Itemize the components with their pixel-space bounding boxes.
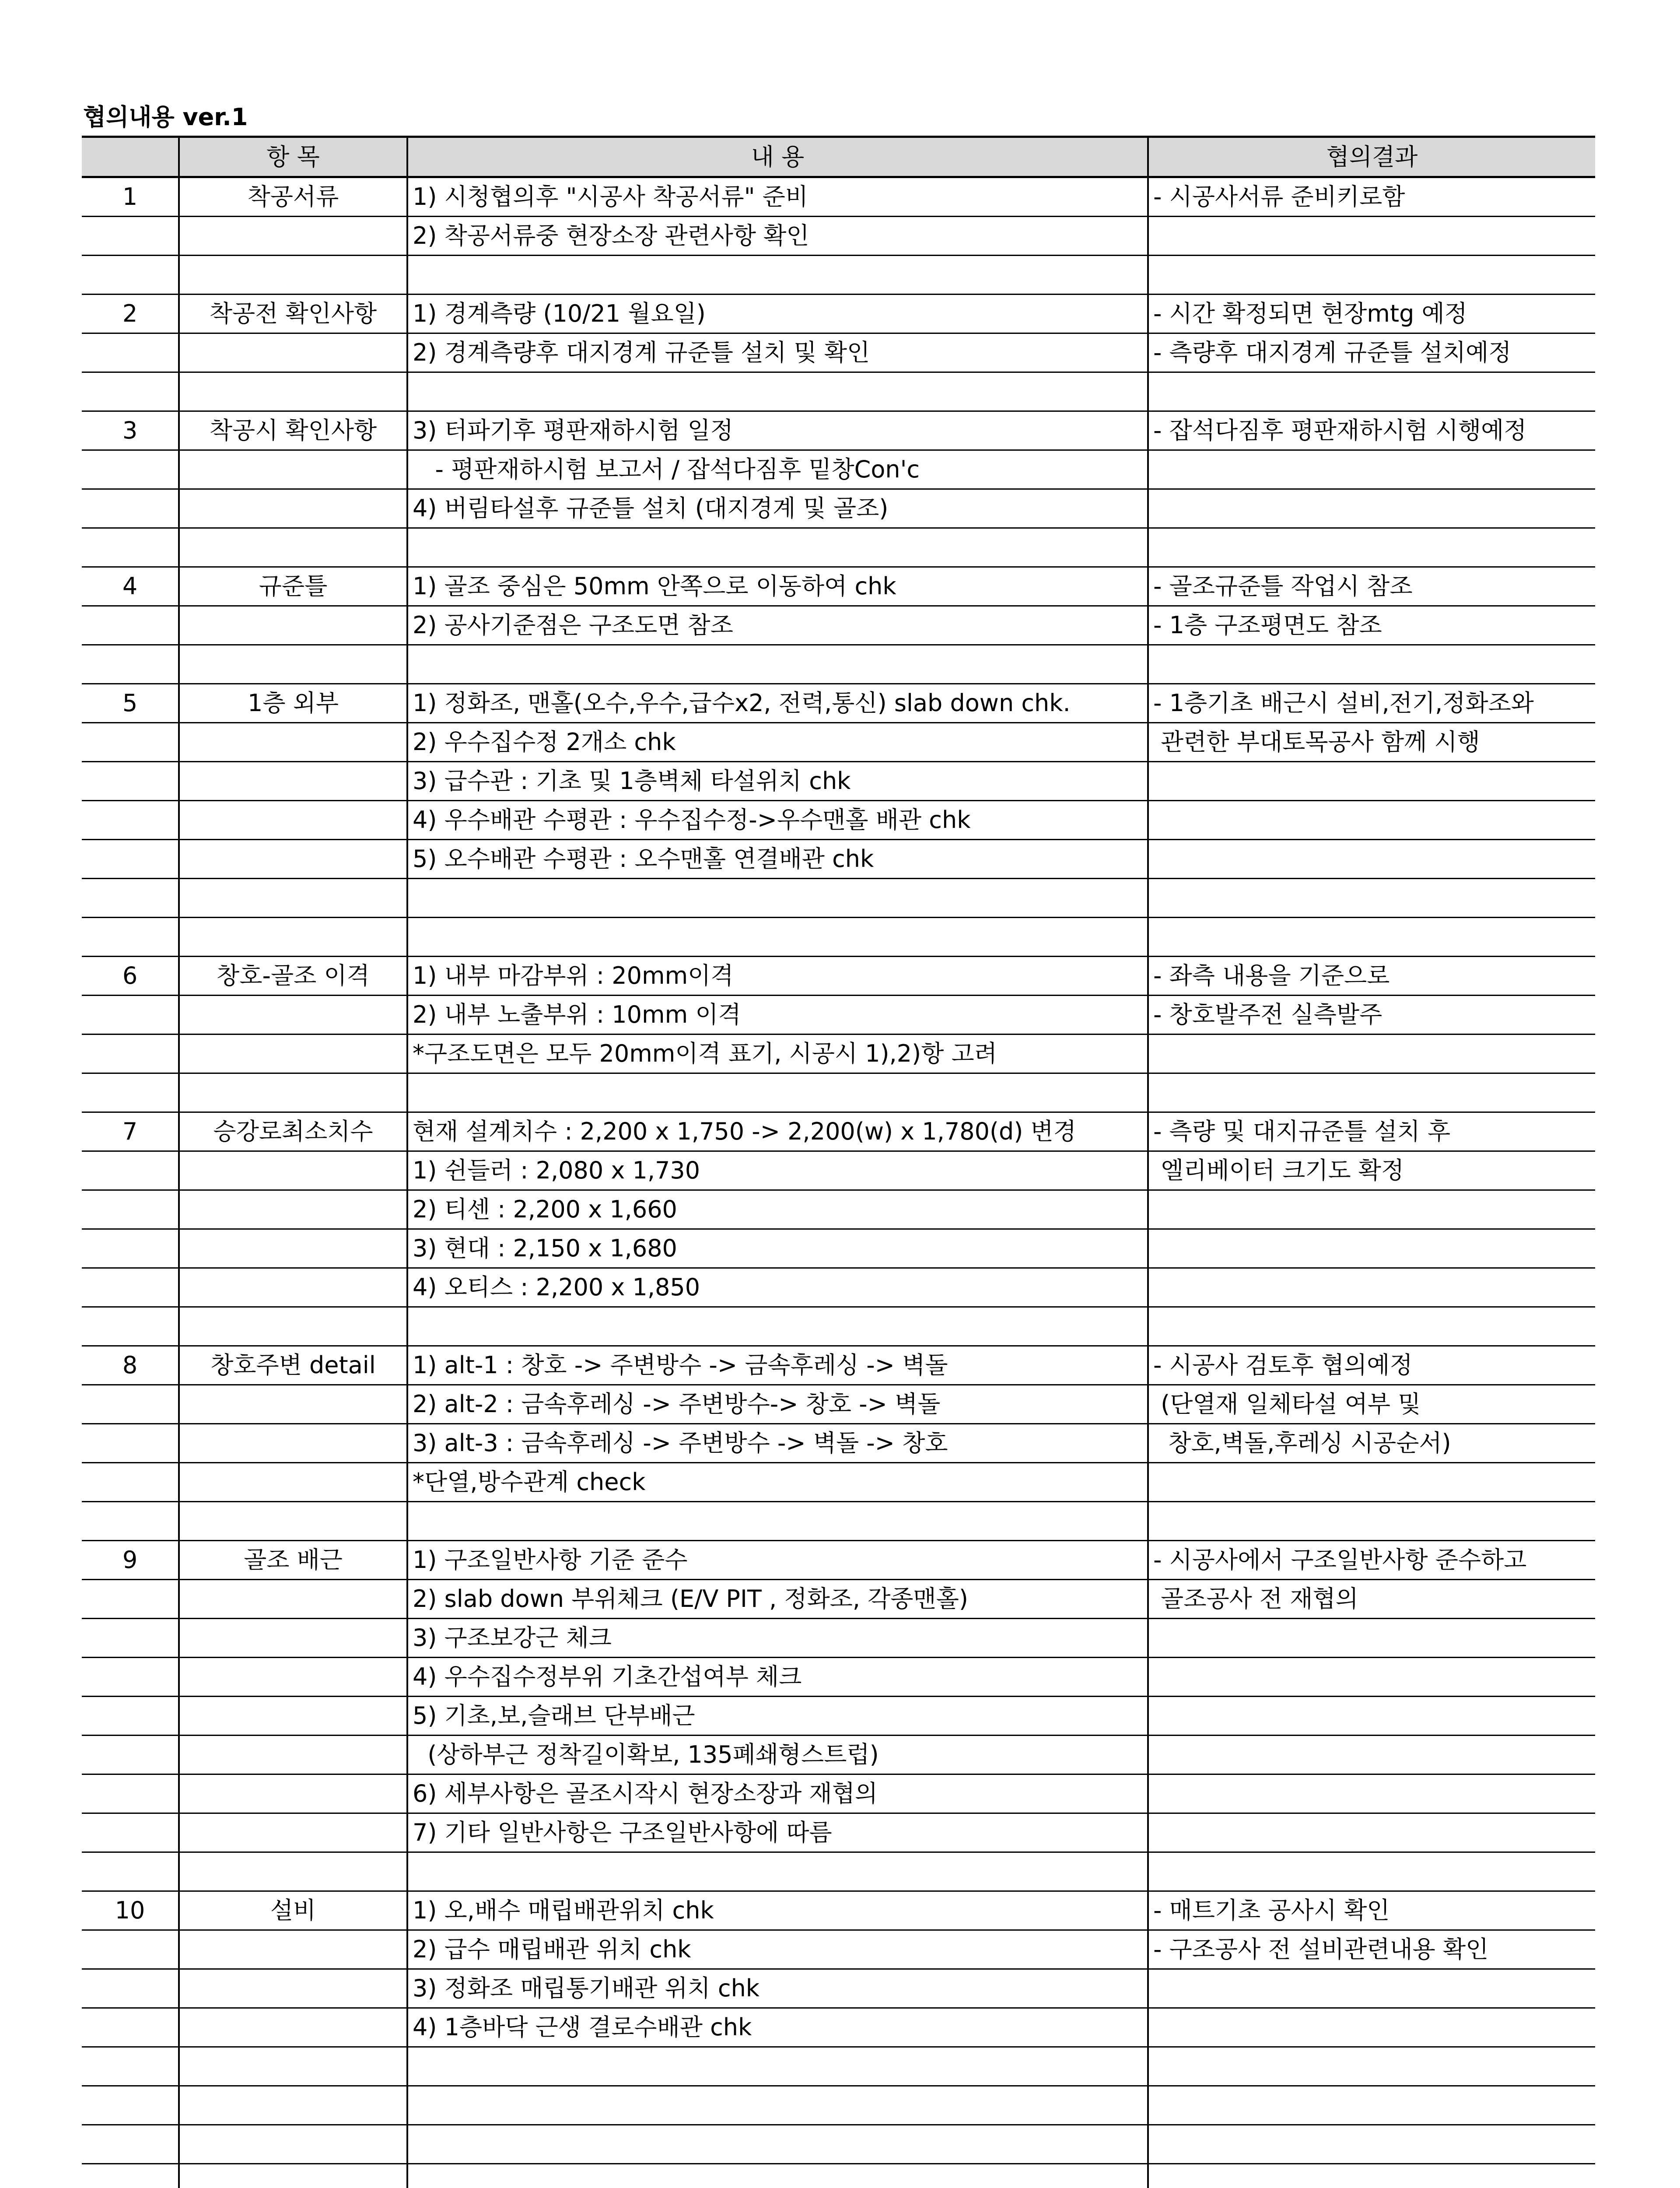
cell-content (407, 1073, 1148, 1112)
table-row (82, 1190, 1595, 1229)
cell-item: 착공시 확인사항 (179, 411, 407, 450)
table-row (82, 217, 1595, 256)
table-row (82, 684, 1595, 723)
cell-item (179, 333, 407, 372)
cell-no (82, 879, 179, 918)
cell-item (179, 2047, 407, 2086)
cell-content: 5) 기초,보,슬래브 단부배근 (407, 1697, 1148, 1736)
table-row (82, 333, 1595, 372)
cell-no (82, 1658, 179, 1697)
cell-result: - 1층 구조평면도 참조 (1148, 606, 1595, 645)
cell-no (82, 1034, 179, 1073)
cell-no (82, 1852, 179, 1891)
table-row (82, 1852, 1595, 1891)
cell-content: 4) 우수배관 수평관 : 우수집수정->우수맨홀 배관 chk (407, 801, 1148, 840)
cell-result: 골조공사 전 재협의 (1148, 1580, 1595, 1619)
table-row (82, 1502, 1595, 1541)
cell-no (82, 1969, 179, 2008)
cell-no: 4 (82, 567, 179, 606)
cell-item (179, 1502, 407, 1541)
cell-content: 2) 급수 매립배관 위치 chk (407, 1930, 1148, 1969)
cell-item (179, 879, 407, 918)
cell-no (82, 2008, 179, 2047)
cell-result (1148, 528, 1595, 567)
cell-item (179, 1151, 407, 1190)
table-row (82, 879, 1595, 918)
cell-result (1148, 879, 1595, 918)
cell-result (1148, 1969, 1595, 2008)
cell-result (1148, 840, 1595, 879)
cell-no (82, 528, 179, 567)
cell-content: 4) 1층바닥 근생 결로수배관 chk (407, 2008, 1148, 2047)
table-row (82, 2086, 1595, 2125)
table-row (82, 645, 1595, 684)
cell-no (82, 1502, 179, 1541)
cell-content: - 평판재하시험 보고서 / 잡석다짐후 밑창Con'c (407, 450, 1148, 489)
table-row (82, 1736, 1595, 1774)
cell-item (179, 723, 407, 762)
table-row (82, 996, 1595, 1034)
cell-no (82, 723, 179, 762)
cell-item (179, 217, 407, 256)
cell-item (179, 1034, 407, 1073)
cell-no (82, 1073, 179, 1112)
cell-no (82, 372, 179, 411)
table-row (82, 2008, 1595, 2047)
table-row (82, 918, 1595, 957)
cell-no (82, 450, 179, 489)
cell-content: 2) 경계측량후 대지경계 규준틀 설치 및 확인 (407, 333, 1148, 372)
header-content: 내 용 (407, 137, 1148, 177)
cell-no (82, 1268, 179, 1307)
cell-item (179, 1774, 407, 1813)
table-row (82, 372, 1595, 411)
cell-content: *단열,방수관계 check (407, 1463, 1148, 1502)
cell-content: 4) 오티스 : 2,200 x 1,850 (407, 1268, 1148, 1307)
cell-content: 3) alt-3 : 금속후레싱 -> 주변방수 -> 벽돌 -> 창호 (407, 1424, 1148, 1463)
cell-content: 7) 기타 일반사항은 구조일반사항에 따름 (407, 1813, 1148, 1852)
cell-item (179, 2086, 407, 2125)
cell-item (179, 1736, 407, 1774)
cell-result (1148, 1658, 1595, 1697)
table-row (82, 1112, 1595, 1151)
table-row (82, 762, 1595, 801)
cell-content (407, 2164, 1148, 2188)
cell-item (179, 1930, 407, 1969)
cell-result: 관련한 부대토목공사 함께 시행 (1148, 723, 1595, 762)
cell-result: - 잡석다짐후 평판재하시험 시행예정 (1148, 411, 1595, 450)
cell-result: - 1층기초 배근시 설비,전기,정화조와 (1148, 684, 1595, 723)
cell-result (1148, 1619, 1595, 1658)
cell-no (82, 1424, 179, 1463)
cell-content: 1) 오,배수 매립배관위치 chk (407, 1891, 1148, 1930)
cell-content: 3) 구조보강근 체크 (407, 1619, 1148, 1658)
cell-content: 1) 정화조, 맨홀(오수,우수,급수x2, 전력,통신) slab down chk. (407, 684, 1148, 723)
cell-item (179, 450, 407, 489)
header-item: 항 목 (179, 137, 407, 177)
table-row (82, 567, 1595, 606)
cell-result (1148, 2086, 1595, 2125)
cell-result: - 시간 확정되면 현장mtg 예정 (1148, 295, 1595, 333)
cell-content: 2) alt-2 : 금속후레싱 -> 주변방수-> 창호 -> 벽돌 (407, 1385, 1148, 1424)
table-row (82, 1930, 1595, 1969)
table-row (82, 177, 1595, 217)
cell-result: - 시공사에서 구조일반사항 준수하고 (1148, 1541, 1595, 1580)
cell-content: 3) 급수관 : 기초 및 1층벽체 타설위치 chk (407, 762, 1148, 801)
cell-item (179, 1619, 407, 1658)
table-row (82, 2047, 1595, 2086)
cell-no: 6 (82, 957, 179, 996)
cell-content: 3) 터파기후 평판재하시험 일정 (407, 411, 1148, 450)
table-row (82, 1891, 1595, 1930)
cell-item (179, 1658, 407, 1697)
cell-item (179, 1190, 407, 1229)
cell-content: 4) 버림타설후 규준틀 설치 (대지경계 및 골조) (407, 489, 1148, 528)
table-row (82, 256, 1595, 295)
cell-no (82, 1774, 179, 1813)
cell-result (1148, 2125, 1595, 2164)
cell-content: 1) 구조일반사항 기준 준수 (407, 1541, 1148, 1580)
cell-no (82, 256, 179, 295)
cell-content: 5) 오수배관 수평관 : 오수맨홀 연결배관 chk (407, 840, 1148, 879)
header-result: 협의결과 (1148, 137, 1595, 177)
table-row (82, 957, 1595, 996)
cell-no (82, 762, 179, 801)
cell-content: (상하부근 정착길이확보, 135폐쇄형스트럽) (407, 1736, 1148, 1774)
cell-item (179, 2125, 407, 2164)
cell-no (82, 996, 179, 1034)
cell-item: 창호-골조 이격 (179, 957, 407, 996)
cell-content: *구조도면은 모두 20mm이격 표기, 시공시 1),2)항 고려 (407, 1034, 1148, 1073)
cell-result: - 시공사 검토후 협의예정 (1148, 1346, 1595, 1385)
cell-item (179, 1229, 407, 1268)
cell-no (82, 2047, 179, 2086)
cell-result: - 골조규준틀 작업시 참조 (1148, 567, 1595, 606)
table-row (82, 411, 1595, 450)
table-row (82, 1229, 1595, 1268)
cell-content: 3) 정화조 매립통기배관 위치 chk (407, 1969, 1148, 2008)
cell-no (82, 1151, 179, 1190)
cell-result (1148, 1307, 1595, 1346)
cell-no (82, 918, 179, 957)
cell-content: 1) 시청협의후 "시공사 착공서류" 준비 (407, 177, 1148, 217)
table-row (82, 450, 1595, 489)
cell-result (1148, 1502, 1595, 1541)
cell-item (179, 1268, 407, 1307)
cell-result (1148, 2047, 1595, 2086)
cell-item (179, 528, 407, 567)
cell-no (82, 333, 179, 372)
cell-item: 규준틀 (179, 567, 407, 606)
cell-item: 설비 (179, 1891, 407, 1930)
cell-no (82, 1190, 179, 1229)
cell-content: 1) 내부 마감부위 : 20mm이격 (407, 957, 1148, 996)
cell-result (1148, 1813, 1595, 1852)
table-row (82, 1268, 1595, 1307)
page-title: 협의내용 ver.1 (83, 103, 248, 131)
table-row (82, 1151, 1595, 1190)
cell-no (82, 1580, 179, 1619)
cell-item (179, 1307, 407, 1346)
cell-no (82, 1463, 179, 1502)
cell-result (1148, 1073, 1595, 1112)
header-no (82, 137, 179, 177)
minutes-table (82, 136, 1595, 2188)
cell-item (179, 1969, 407, 2008)
cell-item (179, 372, 407, 411)
cell-item (179, 1813, 407, 1852)
cell-item (179, 801, 407, 840)
cell-no (82, 489, 179, 528)
cell-content (407, 528, 1148, 567)
cell-no (82, 606, 179, 645)
cell-content: 3) 현대 : 2,150 x 1,680 (407, 1229, 1148, 1268)
cell-result (1148, 801, 1595, 840)
table-row (82, 1385, 1595, 1424)
cell-no: 3 (82, 411, 179, 450)
cell-content: 2) 공사기준점은 구조도면 참조 (407, 606, 1148, 645)
cell-item (179, 1580, 407, 1619)
cell-no: 1 (82, 177, 179, 217)
cell-item (179, 1463, 407, 1502)
cell-item: 승강로최소치수 (179, 1112, 407, 1151)
cell-item (179, 762, 407, 801)
cell-content (407, 879, 1148, 918)
cell-no (82, 801, 179, 840)
cell-item (179, 645, 407, 684)
cell-no (82, 1813, 179, 1852)
cell-result (1148, 1697, 1595, 1736)
cell-item (179, 918, 407, 957)
cell-item (179, 1424, 407, 1463)
cell-result (1148, 450, 1595, 489)
cell-result (1148, 918, 1595, 957)
cell-no: 7 (82, 1112, 179, 1151)
cell-result: - 측량후 대지경계 규준틀 설치예정 (1148, 333, 1595, 372)
table-row (82, 1969, 1595, 2008)
cell-result (1148, 489, 1595, 528)
cell-result: - 시공사서류 준비키로함 (1148, 177, 1595, 217)
cell-result: - 창호발주전 실측발주 (1148, 996, 1595, 1034)
cell-result (1148, 645, 1595, 684)
cell-content: 2) 티센 : 2,200 x 1,660 (407, 1190, 1148, 1229)
table-row (82, 1813, 1595, 1852)
cell-content: 2) 내부 노출부위 : 10mm 이격 (407, 996, 1148, 1034)
cell-result (1148, 1268, 1595, 1307)
table-row (82, 723, 1595, 762)
cell-result: - 좌측 내용을 기준으로 (1148, 957, 1595, 996)
cell-no (82, 2125, 179, 2164)
cell-result (1148, 372, 1595, 411)
table-row (82, 1424, 1595, 1463)
cell-content (407, 2125, 1148, 2164)
cell-content: 2) 착공서류중 현장소장 관련사항 확인 (407, 217, 1148, 256)
cell-content (407, 372, 1148, 411)
cell-content: 6) 세부사항은 골조시작시 현장소장과 재협의 (407, 1774, 1148, 1813)
table-row (82, 1580, 1595, 1619)
cell-result (1148, 762, 1595, 801)
cell-result (1148, 1190, 1595, 1229)
cell-result: 창호,벽돌,후레싱 시공순서) (1148, 1424, 1595, 1463)
cell-no (82, 1736, 179, 1774)
cell-no (82, 2164, 179, 2188)
cell-item (179, 1852, 407, 1891)
table-row (82, 1034, 1595, 1073)
cell-item (179, 1385, 407, 1424)
cell-no: 2 (82, 295, 179, 333)
cell-item (179, 1697, 407, 1736)
cell-content: 1) 골조 중심은 50mm 안쪽으로 이동하여 chk (407, 567, 1148, 606)
cell-result (1148, 1034, 1595, 1073)
cell-content (407, 2047, 1148, 2086)
table-row (82, 2125, 1595, 2164)
table-row (82, 606, 1595, 645)
table-row (82, 489, 1595, 528)
cell-no (82, 1697, 179, 1736)
table-header-row (82, 137, 1595, 177)
cell-no: 10 (82, 1891, 179, 1930)
cell-no (82, 1385, 179, 1424)
cell-no (82, 840, 179, 879)
table-row (82, 295, 1595, 333)
cell-no (82, 1307, 179, 1346)
cell-result (1148, 2008, 1595, 2047)
table-row (82, 1463, 1595, 1502)
cell-content: 1) 쉰들러 : 2,080 x 1,730 (407, 1151, 1148, 1190)
cell-no (82, 2086, 179, 2125)
cell-content: 1) 경계측량 (10/21 월요일) (407, 295, 1148, 333)
cell-item: 착공전 확인사항 (179, 295, 407, 333)
cell-result: (단열재 일체타설 여부 및 (1148, 1385, 1595, 1424)
cell-item (179, 996, 407, 1034)
cell-item: 골조 배근 (179, 1541, 407, 1580)
cell-content (407, 645, 1148, 684)
cell-result: - 측량 및 대지규준틀 설치 후 (1148, 1112, 1595, 1151)
table-row (82, 1697, 1595, 1736)
cell-item (179, 2008, 407, 2047)
table-row (82, 1541, 1595, 1580)
table-row (82, 1307, 1595, 1346)
cell-content: 4) 우수집수정부위 기초간섭여부 체크 (407, 1658, 1148, 1697)
cell-item: 1층 외부 (179, 684, 407, 723)
cell-result (1148, 1229, 1595, 1268)
cell-no: 9 (82, 1541, 179, 1580)
cell-no (82, 217, 179, 256)
cell-content: 2) 우수집수정 2개소 chk (407, 723, 1148, 762)
cell-result: - 매트기초 공사시 확인 (1148, 1891, 1595, 1930)
cell-no (82, 1229, 179, 1268)
cell-content: 2) slab down 부위체크 (E/V PIT , 정화조, 각종맨홀) (407, 1580, 1148, 1619)
table-row (82, 1073, 1595, 1112)
cell-item: 창호주변 detail (179, 1346, 407, 1385)
table-row (82, 2164, 1595, 2188)
cell-no (82, 1930, 179, 1969)
cell-result (1148, 256, 1595, 295)
cell-content (407, 918, 1148, 957)
cell-content (407, 256, 1148, 295)
cell-no (82, 645, 179, 684)
cell-item (179, 840, 407, 879)
table-row (82, 528, 1595, 567)
cell-no (82, 1619, 179, 1658)
table-row (82, 1774, 1595, 1813)
cell-result (1148, 217, 1595, 256)
cell-no: 8 (82, 1346, 179, 1385)
table-row (82, 1619, 1595, 1658)
cell-no: 5 (82, 684, 179, 723)
cell-result: 엘리베이터 크기도 확정 (1148, 1151, 1595, 1190)
cell-content (407, 1307, 1148, 1346)
cell-result: - 구조공사 전 설비관련내용 확인 (1148, 1930, 1595, 1969)
table-body (82, 177, 1595, 2188)
cell-item: 착공서류 (179, 177, 407, 217)
table-row (82, 1658, 1595, 1697)
cell-result (1148, 1736, 1595, 1774)
cell-item (179, 1073, 407, 1112)
cell-item (179, 489, 407, 528)
cell-result (1148, 1852, 1595, 1891)
cell-result (1148, 2164, 1595, 2188)
table-row (82, 840, 1595, 879)
cell-content (407, 2086, 1148, 2125)
cell-item (179, 256, 407, 295)
cell-content (407, 1852, 1148, 1891)
cell-content: 현재 설계치수 : 2,200 x 1,750 -> 2,200(w) x 1,780(d) 변경 (407, 1112, 1148, 1151)
cell-content (407, 1502, 1148, 1541)
cell-result (1148, 1774, 1595, 1813)
cell-item (179, 2164, 407, 2188)
table-row (82, 801, 1595, 840)
cell-item (179, 606, 407, 645)
cell-result (1148, 1463, 1595, 1502)
cell-content: 1) alt-1 : 창호 -> 주변방수 -> 금속후레싱 -> 벽돌 (407, 1346, 1148, 1385)
table-row (82, 1346, 1595, 1385)
